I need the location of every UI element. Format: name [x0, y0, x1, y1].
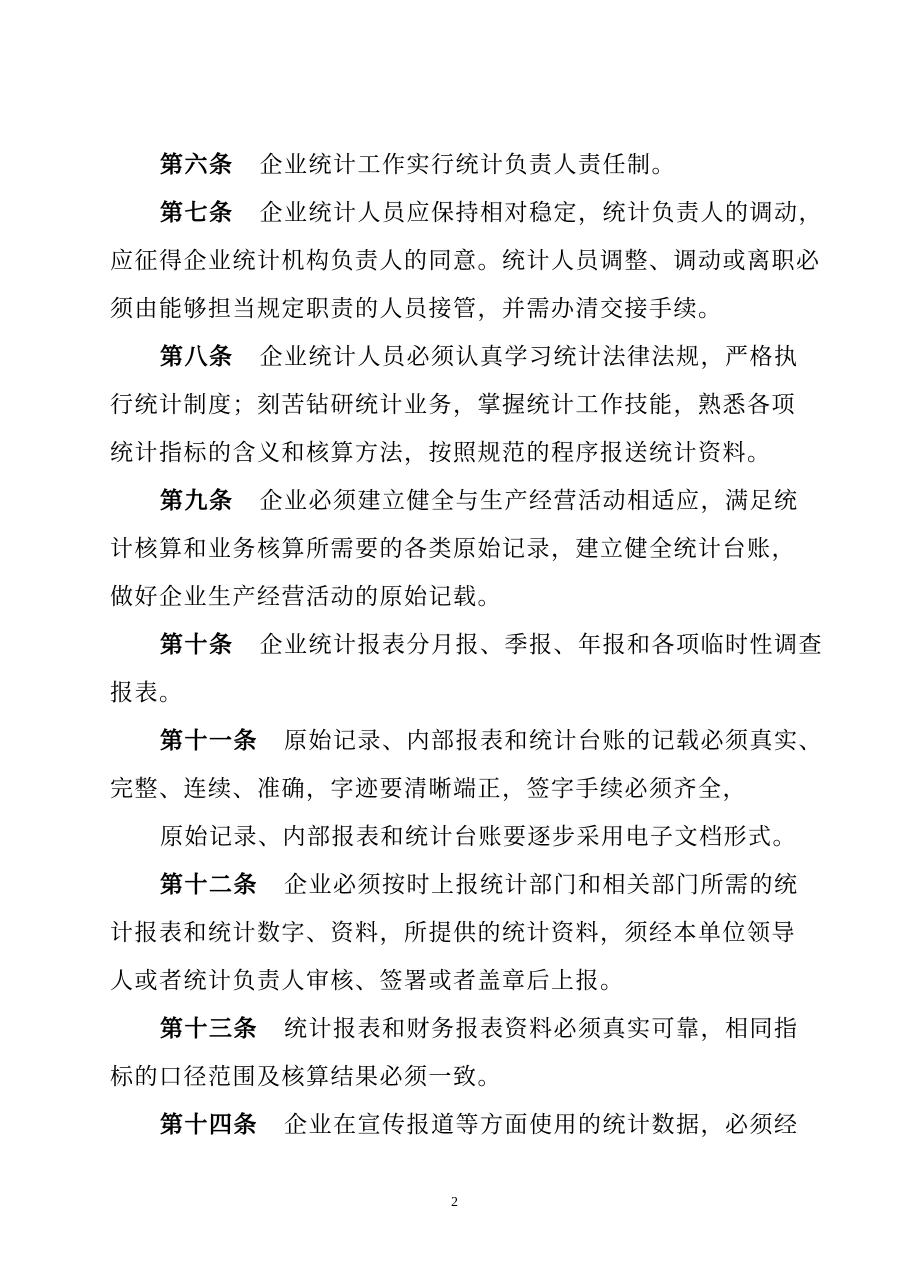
article-14-line-1 — [160, 1110, 799, 1140]
article-10-text-1: 企业统计报表分月报、季报、年报和各项临时性调查 — [259, 632, 823, 658]
article-11-text-1: 原始记录、内部报表和统计台账的记载必须真实、 — [284, 728, 823, 754]
article-8-line-1 — [160, 342, 799, 372]
article-12-line-1 — [160, 870, 799, 900]
article-9-line-3: 做好企业生产经营活动的原始记载。 — [110, 584, 502, 610]
article-12-text-1: 企业必须按时上报统计部门和相关部门所需的统 — [284, 872, 799, 898]
article-14-heading: 第十四条 — [160, 1111, 258, 1138]
article-7-line-3: 须由能够担当规定职责的人员接管，并需办清交接手续。 — [110, 296, 723, 322]
article-6-text: 企业统计工作实行统计负责人责任制。 — [259, 152, 676, 178]
article-13-line-2: 标的口径范围及核算结果必须一致。 — [110, 1064, 502, 1090]
article-10-line-1 — [160, 630, 823, 660]
article-9-line-2: 计核算和业务核算所需要的各类原始记录，建立健全统计台账， — [110, 536, 796, 562]
article-11-line-1 — [160, 726, 823, 756]
article-7-line-1 — [160, 198, 823, 228]
article-13-text-1: 统计报表和财务报表资料必须真实可靠，相同指 — [284, 1016, 799, 1042]
article-7-line-2: 应征得企业统计机构负责人的同意。统计人员调整、调动或离职必 — [110, 248, 821, 274]
article-12-line-2: 计报表和统计数字、资料，所提供的统计资料，须经本单位领导 — [110, 920, 796, 946]
article-9-text-1: 企业必须建立健全与生产经营活动相适应，满足统 — [259, 488, 799, 514]
article-7-heading: 第七条 — [160, 199, 234, 226]
article-11-heading: 第十一条 — [160, 727, 258, 754]
article-8-line-3: 统计指标的含义和核算方法，按照规范的程序报送统计资料。 — [110, 440, 772, 466]
article-9-line-1 — [160, 486, 799, 516]
article-10-heading: 第十条 — [160, 631, 234, 658]
article-8-heading: 第八条 — [160, 343, 234, 370]
article-6-line-1 — [160, 150, 676, 180]
page-number: 2 — [451, 1195, 458, 1210]
article-11-line-2: 完整、连续、准确，字迹要清晰端正，签字手续必须齐全， — [110, 776, 747, 802]
article-7-text-1: 企业统计人员应保持相对稳定，统计负责人的调动， — [259, 200, 823, 226]
article-10-line-2: 报表。 — [110, 680, 184, 706]
article-12-heading: 第十二条 — [160, 871, 258, 898]
article-13-heading: 第十三条 — [160, 1015, 258, 1042]
article-14-text-1: 企业在宣传报道等方面使用的统计数据，必须经 — [284, 1112, 799, 1138]
article-8-line-2: 行统计制度；刻苦钻研统计业务，掌握统计工作技能，熟悉各项 — [110, 392, 796, 418]
article-11-line-3: 原始记录、内部报表和统计台账要逐步采用电子文档形式。 — [160, 824, 797, 850]
article-6-heading: 第六条 — [160, 151, 234, 178]
article-13-line-1 — [160, 1014, 799, 1044]
article-8-text-1: 企业统计人员必须认真学习统计法律法规，严格执 — [259, 344, 799, 370]
article-12-line-3: 人或者统计负责人审核、签署或者盖章后上报。 — [110, 968, 625, 994]
article-9-heading: 第九条 — [160, 487, 234, 514]
